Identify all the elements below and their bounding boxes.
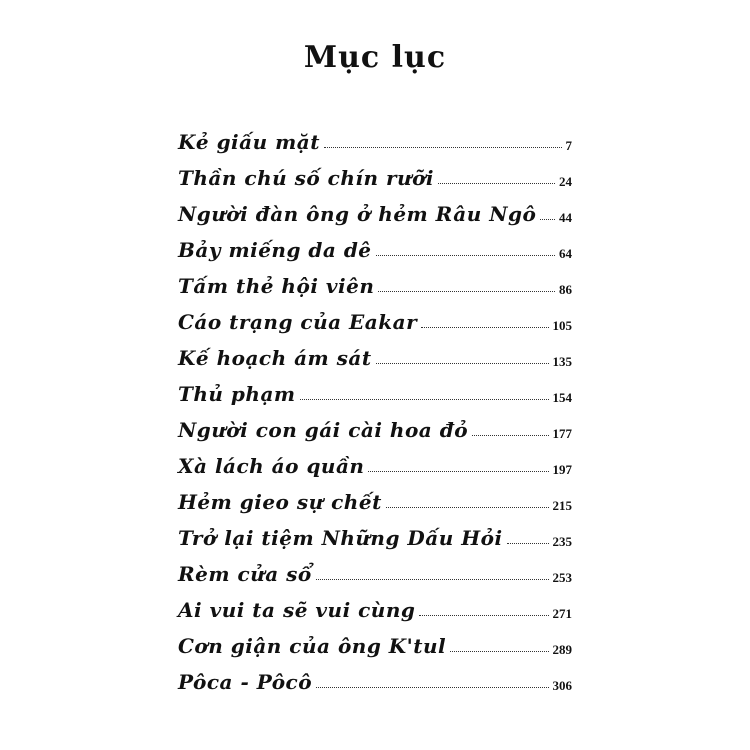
- entry-title: Hẻm gieo sự chết: [178, 490, 382, 514]
- dot-leader: [472, 435, 548, 436]
- dot-leader: [316, 687, 548, 688]
- toc-entry: [178, 120, 572, 156]
- dot-leader: [378, 291, 555, 292]
- toc-entry: [178, 264, 572, 300]
- page-title: Mục lục: [303, 40, 447, 75]
- entry-title: Thần chú số chín rưỡi: [178, 166, 435, 190]
- page-number: 64: [559, 246, 572, 261]
- entry-title: Cơn giận của ông K'tul: [178, 634, 447, 658]
- entry-title: Xà lách áo quần: [178, 454, 365, 478]
- dot-leader: [324, 147, 562, 148]
- page-number: 24: [559, 174, 572, 189]
- dot-leader: [386, 507, 549, 508]
- entry-title: Kẻ giấu mặt: [178, 130, 320, 154]
- toc-entry: [178, 660, 572, 696]
- dot-leader: [376, 255, 555, 256]
- page-number: 177: [552, 426, 572, 441]
- toc-entry: [178, 624, 572, 660]
- page-number: 44: [559, 210, 572, 225]
- toc-entry: [178, 444, 572, 480]
- dot-leader: [438, 183, 555, 184]
- entry-title: Người đàn ông ở hẻm Râu Ngô: [178, 202, 537, 226]
- dot-leader: [368, 471, 548, 472]
- dot-leader: [421, 327, 548, 328]
- dot-leader: [507, 543, 549, 544]
- page-number: 86: [559, 282, 572, 297]
- toc-entry: [178, 588, 572, 624]
- entry-title: Cáo trạng của Eakar: [178, 310, 418, 334]
- dot-leader: [540, 219, 555, 220]
- page-number: 306: [552, 678, 572, 693]
- toc-entry: [178, 156, 572, 192]
- dot-leader: [376, 363, 549, 364]
- page-number: 105: [552, 318, 572, 333]
- entry-title: Trở lại tiệm Những Dấu Hỏi: [178, 526, 503, 550]
- entry-title: Pôca - Pôcô: [178, 670, 313, 694]
- toc-entry: [178, 300, 572, 336]
- table-of-contents: [178, 120, 572, 696]
- entry-title: Kế hoạch ám sát: [178, 346, 372, 370]
- toc-entry: [178, 228, 572, 264]
- toc-entry: [178, 552, 572, 588]
- page-number: 154: [552, 390, 572, 405]
- entry-title: Bảy miếng da dê: [178, 238, 372, 262]
- entry-title: Ai vui ta sẽ vui cùng: [178, 598, 416, 622]
- page-number: 135: [552, 354, 572, 369]
- page-number: 235: [552, 534, 572, 549]
- dot-leader: [300, 399, 549, 400]
- toc-entry: [178, 336, 572, 372]
- entry-title: Thủ phạm: [178, 382, 296, 406]
- page-number: 271: [552, 606, 572, 621]
- page-number: 289: [552, 642, 572, 657]
- dot-leader: [450, 651, 548, 652]
- entry-title: Rèm cửa sổ: [178, 562, 312, 586]
- toc-entry: [178, 480, 572, 516]
- toc-entry: [178, 408, 572, 444]
- page-number: 253: [552, 570, 572, 585]
- dot-leader: [419, 615, 548, 616]
- toc-entry: [178, 372, 572, 408]
- page-number: 215: [552, 498, 572, 513]
- entry-title: Người con gái cài hoa đỏ: [178, 418, 469, 442]
- dot-leader: [316, 579, 549, 580]
- page-number: 197: [552, 462, 572, 477]
- toc-entry: [178, 516, 572, 552]
- toc-entry: [178, 192, 572, 228]
- page-number: 7: [565, 138, 572, 153]
- entry-title: Tấm thẻ hội viên: [178, 274, 375, 298]
